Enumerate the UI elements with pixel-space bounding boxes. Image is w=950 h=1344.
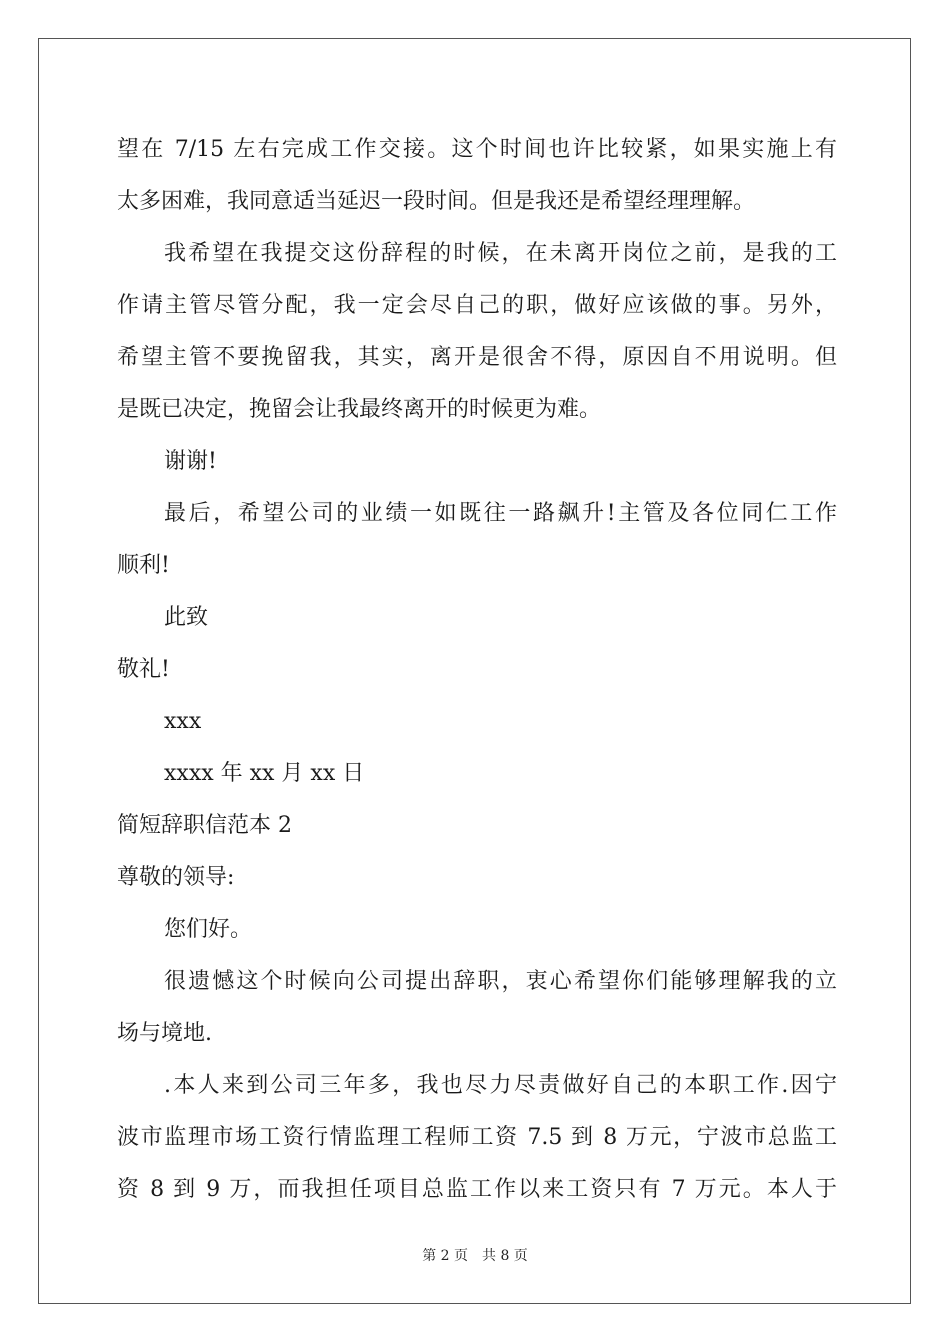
text-line: 望在 7/15 左右完成工作交接。这个时间也许比较紧，如果实施上有 xyxy=(117,137,837,162)
page-footer xyxy=(0,1245,950,1265)
text-line: 简短辞职信范本 2 xyxy=(117,813,292,838)
text-line: 此致 xyxy=(164,605,209,630)
text-line: 最后，希望公司的业绩一如既往一路飙升!主管及各位同仁工作 xyxy=(164,501,837,526)
text-line: 波市监理市场工资行情监理工程师工资 7.5 到 8 万元，宁波市总监工 xyxy=(117,1125,837,1150)
document-body xyxy=(117,124,837,1216)
text-line: 希望主管不要挽留我，其实，离开是很舍不得，原因自不用说明。但 xyxy=(117,345,837,370)
text-line: 很遗憾这个时候向公司提出辞职，衷心希望你们能够理解我的立 xyxy=(164,969,837,994)
text-line: 是既已决定，挽留会让我最终离开的时候更为难。 xyxy=(117,397,602,422)
text-line: 资 8 到 9 万，而我担任项目总监工作以来工资只有 7 万元。本人于 xyxy=(117,1177,837,1202)
page-number: 第 2 页 xyxy=(422,1248,468,1264)
text-line: xxx xyxy=(164,709,202,734)
text-line: 谢谢! xyxy=(164,449,217,474)
text-line: 尊敬的领导: xyxy=(117,865,235,890)
text-line: 场与境地. xyxy=(117,1021,212,1046)
text-line: 敬礼! xyxy=(117,657,170,682)
text-line: 太多困难，我同意适当延迟一段时间。但是我还是希望经理理解。 xyxy=(117,189,756,214)
text-line: 您们好。 xyxy=(164,917,253,942)
text-line: xxxx 年 xx 月 xx 日 xyxy=(164,761,365,786)
text-line: .本人来到公司三年多，我也尽力尽责做好自己的本职工作.因宁 xyxy=(164,1073,837,1098)
text-line: 我希望在我提交这份辞程的时候，在未离开岗位之前，是我的工 xyxy=(164,241,837,266)
text-line: 顺利! xyxy=(117,553,170,578)
text-line: 作请主管尽管分配，我一定会尽自己的职，做好应该做的事。另外， xyxy=(117,293,837,318)
page-total: 共 8 页 xyxy=(482,1248,528,1264)
